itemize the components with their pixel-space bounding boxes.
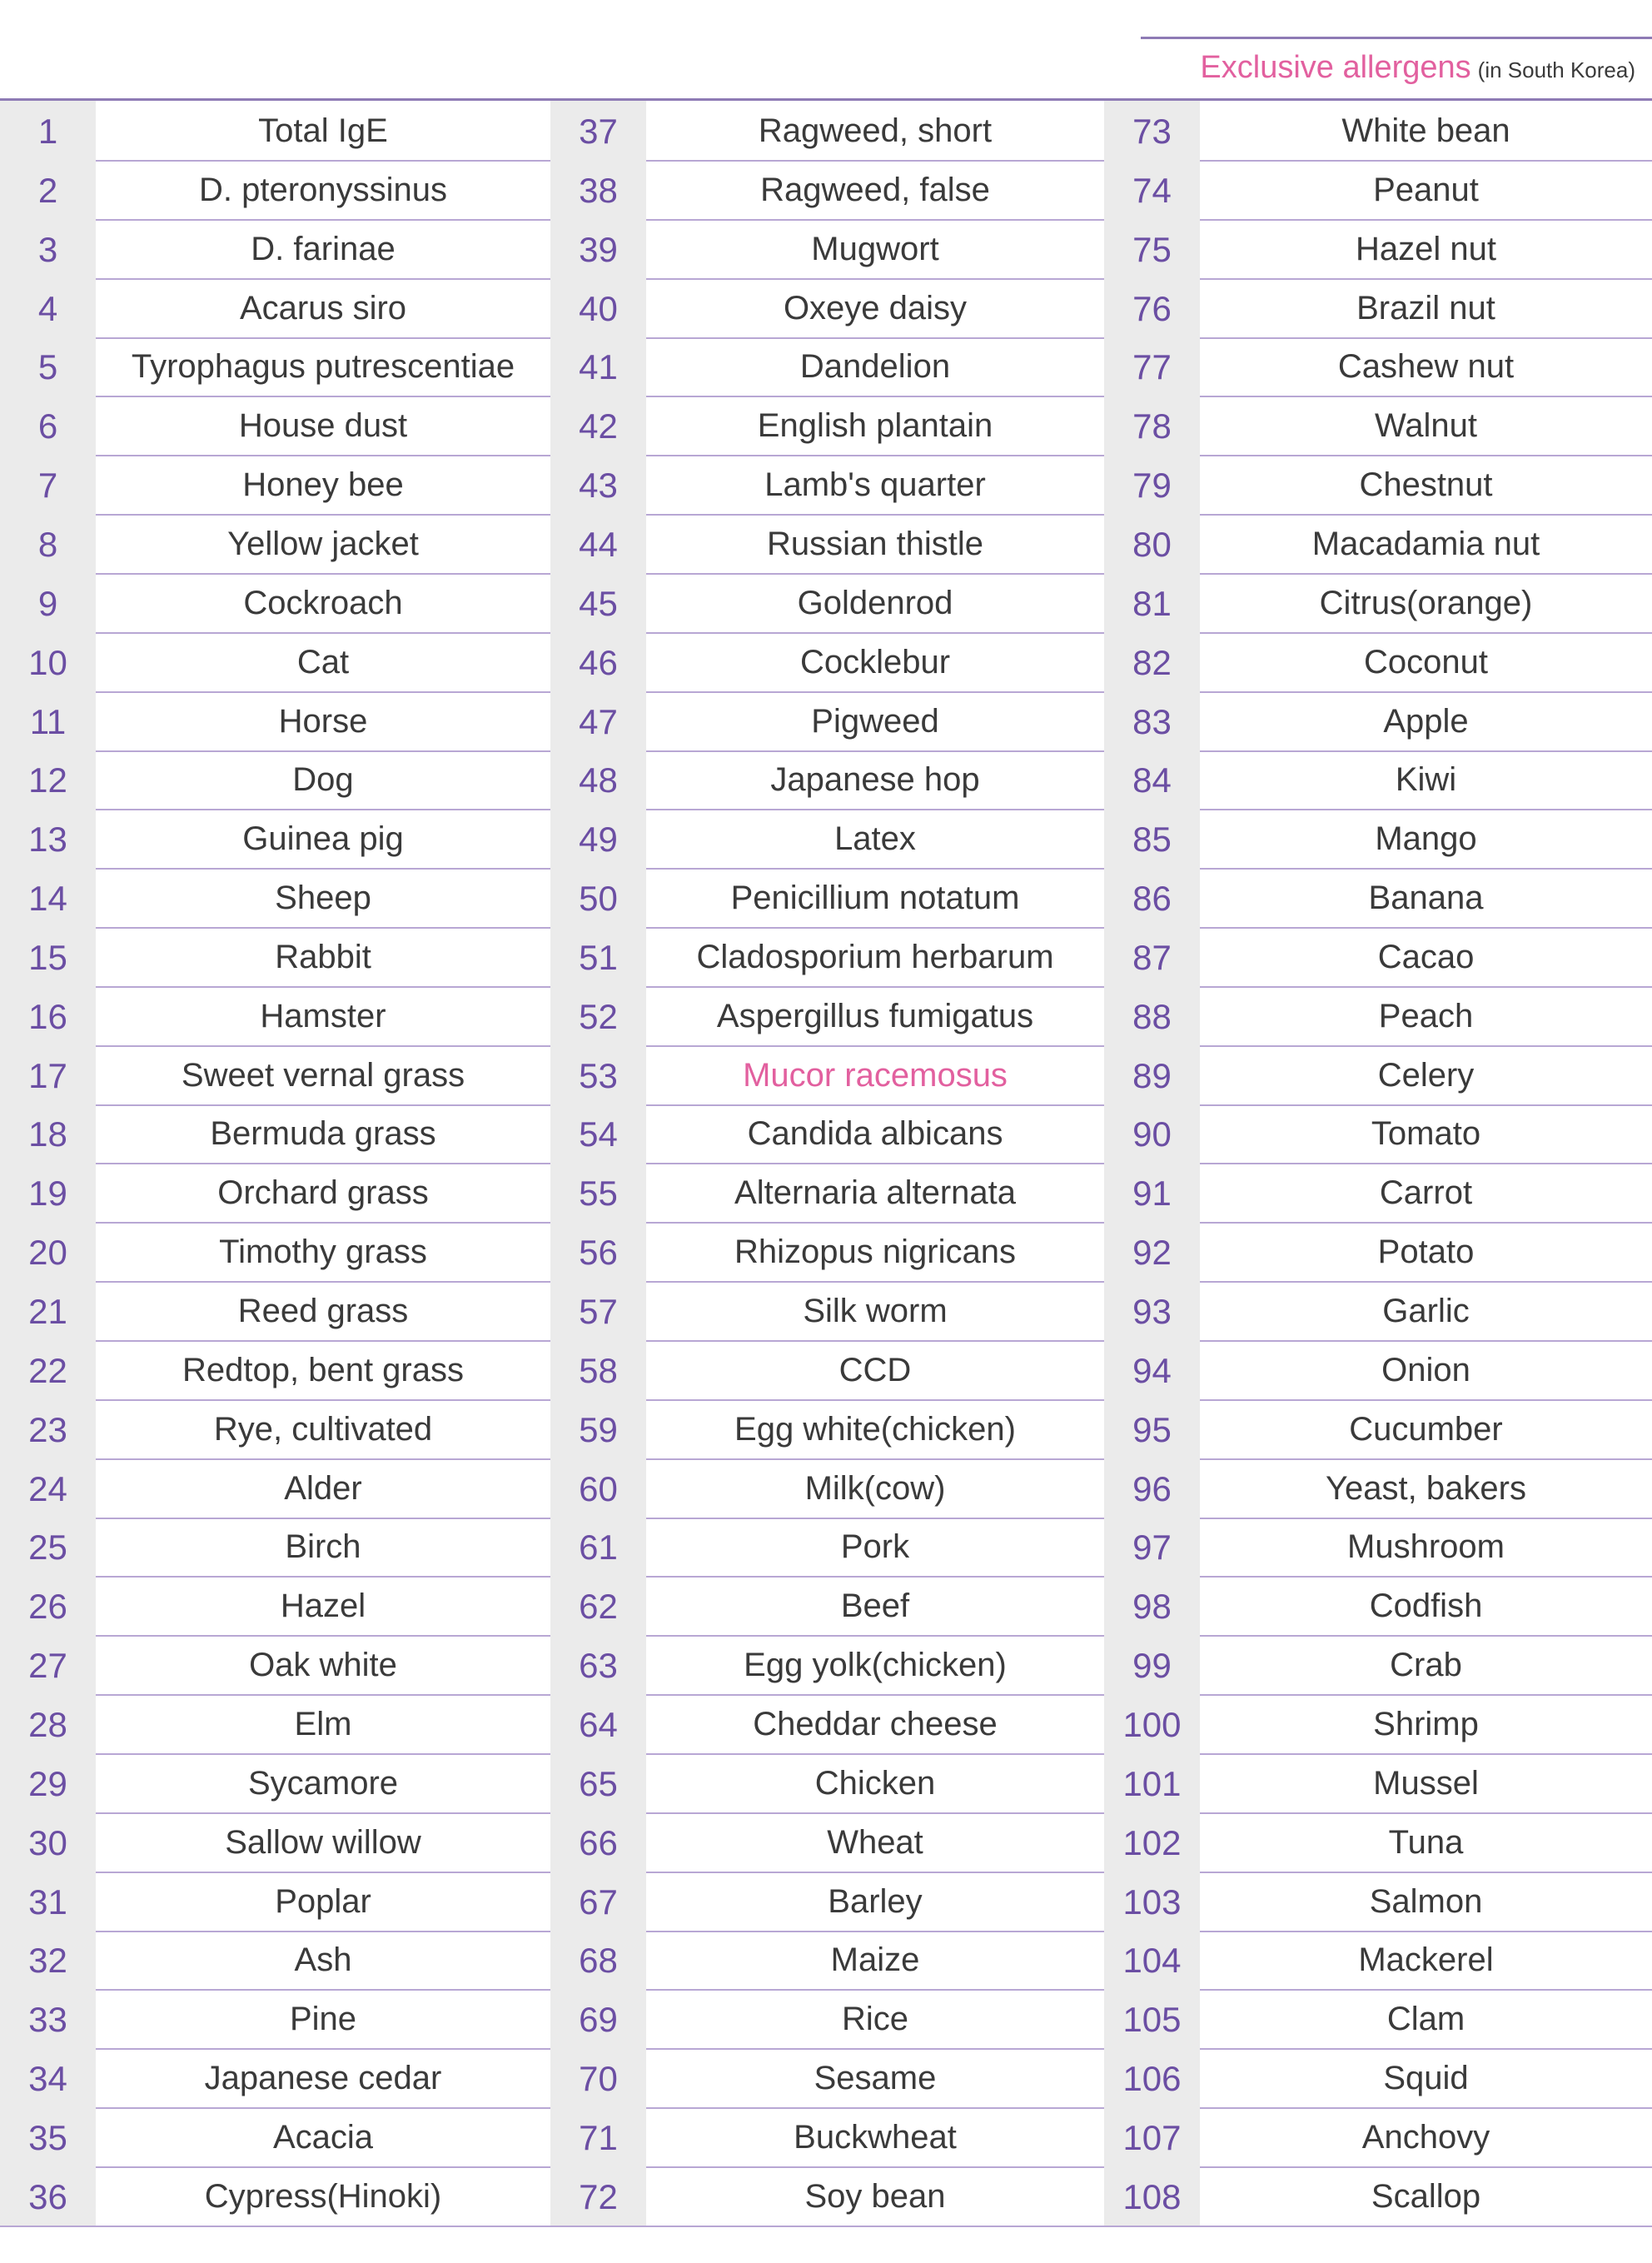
allergen-number: 52 <box>550 986 646 1045</box>
allergen-number: 5 <box>0 336 96 396</box>
allergen-number: 98 <box>1104 1576 1200 1635</box>
allergen-name: Garlic <box>1382 1293 1470 1329</box>
allergen-name: Rice <box>841 2001 909 2038</box>
allergen-number: 83 <box>1104 691 1200 750</box>
allergen-name: Rabbit <box>275 938 371 975</box>
table-row <box>0 1930 1652 1991</box>
allergen-name: Tomato <box>1371 1115 1481 1153</box>
allergen-number: 25 <box>0 1517 96 1576</box>
allergen-name-exclusive: Mucor racemosus <box>743 1056 1008 1094</box>
allergen-name: Potato <box>1377 1234 1475 1271</box>
legend-rule <box>1141 37 1652 39</box>
allergen-name: Milk(cow) <box>804 1469 946 1507</box>
allergen-name: Cat <box>296 643 350 680</box>
allergen-number: 54 <box>550 1104 646 1163</box>
allergen-number: 9 <box>0 573 96 632</box>
allergen-number: 84 <box>1104 750 1200 809</box>
allergen-name: D. farinae <box>251 230 396 267</box>
allergen-name: Tuna <box>1388 1823 1464 1861</box>
allergen-number: 86 <box>1104 868 1200 927</box>
allergen-name: Lamb's quarter <box>764 466 986 504</box>
allergen-name: CCD <box>838 1351 912 1388</box>
allergen-name: Ash <box>294 1941 352 1979</box>
allergen-name: Rhizopus nigricans <box>734 1234 1016 1271</box>
allergen-number: 13 <box>0 809 96 868</box>
allergen-number: 30 <box>0 1812 96 1872</box>
allergen-number: 106 <box>1104 2048 1200 2107</box>
allergen-number: 102 <box>1104 1812 1200 1872</box>
allergen-number: 101 <box>1104 1753 1200 1812</box>
table-row <box>0 1458 1652 1519</box>
allergen-number: 4 <box>0 278 96 337</box>
table-row <box>0 1222 1652 1283</box>
allergen-name: Squid <box>1383 2060 1469 2097</box>
allergen-number: 46 <box>550 632 646 691</box>
allergen-number: 100 <box>1104 1694 1200 1753</box>
table-row <box>0 1576 1652 1637</box>
allergen-name: Yeast, bakers <box>1326 1469 1526 1507</box>
table-row <box>0 1694 1652 1755</box>
allergen-name: Cashew nut <box>1337 348 1515 386</box>
allergen-name: Cladosporium herbarum <box>696 938 1054 975</box>
allergen-name: Honey bee <box>242 466 404 504</box>
table-row <box>0 2166 1652 2227</box>
table-row <box>0 927 1652 988</box>
allergen-number: 60 <box>550 1458 646 1518</box>
allergen-name: Redtop, bent grass <box>182 1351 464 1388</box>
allergen-name: Cheddar cheese <box>753 1705 998 1742</box>
legend-note: (in South Korea) <box>1477 57 1635 82</box>
allergen-number: 34 <box>0 2048 96 2107</box>
allergen-number: 12 <box>0 750 96 809</box>
allergen-number: 8 <box>0 514 96 573</box>
allergen-name: Hazel nut <box>1356 230 1496 267</box>
allergen-name: Wheat <box>827 1823 923 1861</box>
allergen-number: 38 <box>550 160 646 219</box>
allergen-number: 76 <box>1104 278 1200 337</box>
allergen-name: Rye, cultivated <box>213 1410 433 1448</box>
allergen-name: Buckwheat <box>794 2118 957 2156</box>
allergen-name: Pigweed <box>811 702 939 740</box>
allergen-number: 15 <box>0 927 96 986</box>
allergen-name: Candida albicans <box>747 1115 1003 1153</box>
allergen-name: Penicillium notatum <box>730 880 1020 917</box>
allergen-name: Hazel <box>280 1588 366 1625</box>
allergen-name: Japanese cedar <box>204 2060 442 2097</box>
allergen-name: Carrot <box>1379 1174 1473 1212</box>
allergen-name: Dog <box>292 761 354 799</box>
allergen-number: 63 <box>550 1635 646 1694</box>
allergen-number: 31 <box>0 1872 96 1931</box>
allergen-number: 1 <box>0 101 96 160</box>
allergen-name: Apple <box>1383 702 1469 740</box>
allergen-number: 88 <box>1104 986 1200 1045</box>
allergen-number: 3 <box>0 219 96 278</box>
allergen-number: 7 <box>0 455 96 514</box>
allergen-name: Chicken <box>814 1764 936 1802</box>
allergen-name: Alternaria alternata <box>734 1174 1016 1212</box>
allergen-number: 90 <box>1104 1104 1200 1163</box>
table-row <box>0 2048 1652 2109</box>
allergen-name: Bermuda grass <box>210 1115 436 1153</box>
allergen-number: 45 <box>550 573 646 632</box>
allergen-name: Yellow jacket <box>227 525 419 562</box>
allergen-name: Celery <box>1377 1056 1475 1094</box>
allergen-number: 61 <box>550 1517 646 1576</box>
allergen-number: 99 <box>1104 1635 1200 1694</box>
allergen-name: Acarus siro <box>239 289 407 326</box>
allergen-name: Coconut <box>1364 643 1488 680</box>
allergen-name: Kiwi <box>1395 761 1457 799</box>
table-row <box>0 455 1652 516</box>
allergen-name: Sweet vernal grass <box>181 1056 465 1094</box>
allergen-number: 14 <box>0 868 96 927</box>
allergen-name: Mushroom <box>1347 1528 1505 1566</box>
allergen-number: 10 <box>0 632 96 691</box>
allergen-number: 72 <box>550 2166 646 2226</box>
legend-label: Exclusive allergens <box>1200 50 1471 85</box>
allergen-name: Ragweed, short <box>758 112 993 149</box>
allergen-name: Mugwort <box>811 230 939 267</box>
allergen-name: Sycamore <box>247 1764 399 1802</box>
allergen-name: Clam <box>1386 2001 1465 2038</box>
allergen-number: 82 <box>1104 632 1200 691</box>
allergen-name: Walnut <box>1374 407 1477 445</box>
allergen-number: 105 <box>1104 1989 1200 2048</box>
allergen-number: 59 <box>550 1399 646 1458</box>
allergen-name: Acacia <box>272 2118 374 2156</box>
allergen-name: Timothy grass <box>219 1234 427 1271</box>
allergen-name: Mussel <box>1373 1764 1479 1802</box>
table-row <box>0 396 1652 456</box>
allergen-name: Cucumber <box>1349 1410 1503 1448</box>
allergen-name: English plantain <box>757 407 993 445</box>
allergen-name: Total IgE <box>258 112 388 149</box>
allergen-number: 64 <box>550 1694 646 1753</box>
allergen-name: Pork <box>840 1528 910 1566</box>
allergen-name: House dust <box>238 407 408 445</box>
allergen-name: Horse <box>278 702 368 740</box>
allergen-name: Egg yolk(chicken) <box>744 1647 1007 1684</box>
allergen-name: Russian thistle <box>766 525 984 562</box>
allergen-number: 29 <box>0 1753 96 1812</box>
allergen-name: Latex <box>834 820 916 858</box>
allergen-number: 23 <box>0 1399 96 1458</box>
allergen-number: 62 <box>550 1576 646 1635</box>
allergen-name: Onion <box>1381 1351 1470 1388</box>
table-row <box>0 1163 1652 1224</box>
allergen-number: 24 <box>0 1458 96 1518</box>
allergen-name: Soy bean <box>804 2177 946 2215</box>
table-row <box>0 691 1652 752</box>
allergen-number: 21 <box>0 1281 96 1340</box>
allergen-name: Birch <box>285 1528 361 1566</box>
allergen-number: 108 <box>1104 2166 1200 2226</box>
allergen-name: Scallop <box>1371 2177 1481 2215</box>
allergen-number: 104 <box>1104 1930 1200 1989</box>
allergen-number: 94 <box>1104 1340 1200 1399</box>
table-row <box>0 750 1652 810</box>
table-row <box>0 336 1652 397</box>
table-row <box>0 1812 1652 1873</box>
allergen-number: 19 <box>0 1163 96 1222</box>
exclusive-allergens-legend <box>1141 37 1652 98</box>
allergen-number: 77 <box>1104 336 1200 396</box>
allergen-number: 55 <box>550 1163 646 1222</box>
allergen-number: 22 <box>0 1340 96 1399</box>
allergen-number: 73 <box>1104 101 1200 160</box>
allergen-number: 51 <box>550 927 646 986</box>
table-row <box>0 101 1652 162</box>
allergen-name: Macadamia nut <box>1311 525 1540 562</box>
allergen-number: 50 <box>550 868 646 927</box>
allergen-name: Japanese hop <box>770 761 980 799</box>
allergen-number: 39 <box>550 219 646 278</box>
allergen-name: Brazil nut <box>1356 289 1495 326</box>
allergen-name: Salmon <box>1369 1882 1483 1920</box>
table-row <box>0 1340 1652 1401</box>
allergen-number: 28 <box>0 1694 96 1753</box>
allergen-number: 71 <box>550 2107 646 2166</box>
allergen-number: 40 <box>550 278 646 337</box>
allergen-number: 2 <box>0 160 96 219</box>
allergen-number: 57 <box>550 1281 646 1340</box>
allergen-name: Barley <box>828 1882 923 1920</box>
allergen-number: 78 <box>1104 396 1200 455</box>
table-row <box>0 1045 1652 1106</box>
allergen-name: Peach <box>1378 997 1474 1034</box>
allergen-number: 16 <box>0 986 96 1045</box>
allergen-number: 56 <box>550 1222 646 1281</box>
allergen-number: 33 <box>0 1989 96 2048</box>
allergen-number: 17 <box>0 1045 96 1104</box>
allergen-name: Beef <box>840 1588 910 1625</box>
allergen-name: Cocklebur <box>799 643 951 680</box>
table-row <box>0 1517 1652 1578</box>
allergen-number: 41 <box>550 336 646 396</box>
allergen-name: Aspergillus fumigatus <box>716 997 1034 1034</box>
allergen-name: Tyrophagus putrescentiae <box>131 348 515 386</box>
allergen-number: 97 <box>1104 1517 1200 1576</box>
allergen-name: Oxeye daisy <box>783 289 968 326</box>
allergen-number: 107 <box>1104 2107 1200 2166</box>
allergen-name: Anchovy <box>1361 2118 1490 2156</box>
table-row <box>0 1753 1652 1814</box>
table-row <box>0 219 1652 280</box>
table-row <box>0 1399 1652 1460</box>
allergen-number: 74 <box>1104 160 1200 219</box>
allergen-name: Banana <box>1368 880 1484 917</box>
allergen-name: Elm <box>294 1705 352 1742</box>
allergen-name: Reed grass <box>237 1293 409 1329</box>
table-row <box>0 1104 1652 1164</box>
table-row <box>0 160 1652 221</box>
allergen-number: 93 <box>1104 1281 1200 1340</box>
allergen-number: 35 <box>0 2107 96 2166</box>
allergen-name: Ragweed, false <box>760 171 990 208</box>
allergen-number: 68 <box>550 1930 646 1989</box>
allergen-name: Cockroach <box>243 584 403 621</box>
table-row <box>0 514 1652 575</box>
allergen-name: Silk worm <box>803 1293 948 1329</box>
allergen-number: 43 <box>550 455 646 514</box>
allergen-name: Chestnut <box>1359 466 1493 504</box>
allergen-number: 87 <box>1104 927 1200 986</box>
allergen-name: Sheep <box>275 880 371 917</box>
allergen-number: 89 <box>1104 1045 1200 1104</box>
table-row <box>0 986 1652 1047</box>
allergen-number: 66 <box>550 1812 646 1872</box>
table-row <box>0 1635 1652 1696</box>
allergen-number: 103 <box>1104 1872 1200 1931</box>
allergen-number: 6 <box>0 396 96 455</box>
allergen-name: Sesame <box>814 2060 937 2097</box>
allergen-number: 20 <box>0 1222 96 1281</box>
table-row <box>0 1872 1652 1932</box>
allergen-number: 11 <box>0 691 96 750</box>
allergen-number: 47 <box>550 691 646 750</box>
allergen-name: Maize <box>830 1941 920 1979</box>
allergen-name: Oak white <box>249 1647 397 1684</box>
allergen-number: 27 <box>0 1635 96 1694</box>
allergen-table <box>0 98 1652 2226</box>
legend-text <box>1200 50 1635 86</box>
table-row <box>0 1281 1652 1342</box>
allergen-name: Peanut <box>1373 171 1479 208</box>
allergen-number: 85 <box>1104 809 1200 868</box>
allergen-number: 42 <box>550 396 646 455</box>
allergen-number: 44 <box>550 514 646 573</box>
allergen-name: Guinea pig <box>242 820 404 858</box>
allergen-name: Citrus(orange) <box>1319 584 1533 621</box>
allergen-number: 96 <box>1104 1458 1200 1518</box>
allergen-number: 49 <box>550 809 646 868</box>
allergen-name: White bean <box>1341 112 1510 149</box>
allergen-name: Cypress(Hinoki) <box>204 2177 442 2215</box>
table-row <box>0 868 1652 929</box>
allergen-name: Sallow willow <box>225 1823 421 1861</box>
table-row <box>0 573 1652 634</box>
allergen-name: Poplar <box>275 1882 371 1920</box>
allergen-name: Shrimp <box>1373 1705 1479 1742</box>
allergen-name: Mango <box>1375 820 1477 858</box>
allergen-number: 67 <box>550 1872 646 1931</box>
allergen-name: Cacao <box>1377 938 1475 975</box>
allergen-number: 70 <box>550 2048 646 2107</box>
table-row <box>0 809 1652 870</box>
allergen-number: 81 <box>1104 573 1200 632</box>
allergen-number: 53 <box>550 1045 646 1104</box>
allergen-number: 32 <box>0 1930 96 1989</box>
allergen-name: Codfish <box>1369 1588 1483 1625</box>
table-row <box>0 1989 1652 2050</box>
allergen-number: 69 <box>550 1989 646 2048</box>
allergen-name: Mackerel <box>1358 1941 1494 1979</box>
allergen-name: Dandelion <box>799 348 951 386</box>
allergen-number: 58 <box>550 1340 646 1399</box>
table-row <box>0 632 1652 693</box>
allergen-name: Hamster <box>260 997 386 1034</box>
allergen-number: 18 <box>0 1104 96 1163</box>
allergen-number: 79 <box>1104 455 1200 514</box>
allergen-name: Orchard grass <box>217 1174 429 1212</box>
table-row <box>0 278 1652 339</box>
allergen-name: Pine <box>289 2001 357 2038</box>
allergen-number: 36 <box>0 2166 96 2226</box>
table-row <box>0 2107 1652 2168</box>
allergen-name: Crab <box>1390 1647 1462 1684</box>
allergen-number: 92 <box>1104 1222 1200 1281</box>
allergen-number: 26 <box>0 1576 96 1635</box>
allergen-number: 48 <box>550 750 646 809</box>
allergen-number: 65 <box>550 1753 646 1812</box>
allergen-name: Goldenrod <box>797 584 953 621</box>
allergen-number: 80 <box>1104 514 1200 573</box>
allergen-number: 37 <box>550 101 646 160</box>
allergen-name: D. pteronyssinus <box>199 171 447 208</box>
allergen-name: Alder <box>284 1469 362 1507</box>
allergen-name: Egg white(chicken) <box>734 1410 1016 1448</box>
allergen-number: 95 <box>1104 1399 1200 1458</box>
allergen-number: 91 <box>1104 1163 1200 1222</box>
allergen-number: 75 <box>1104 219 1200 278</box>
